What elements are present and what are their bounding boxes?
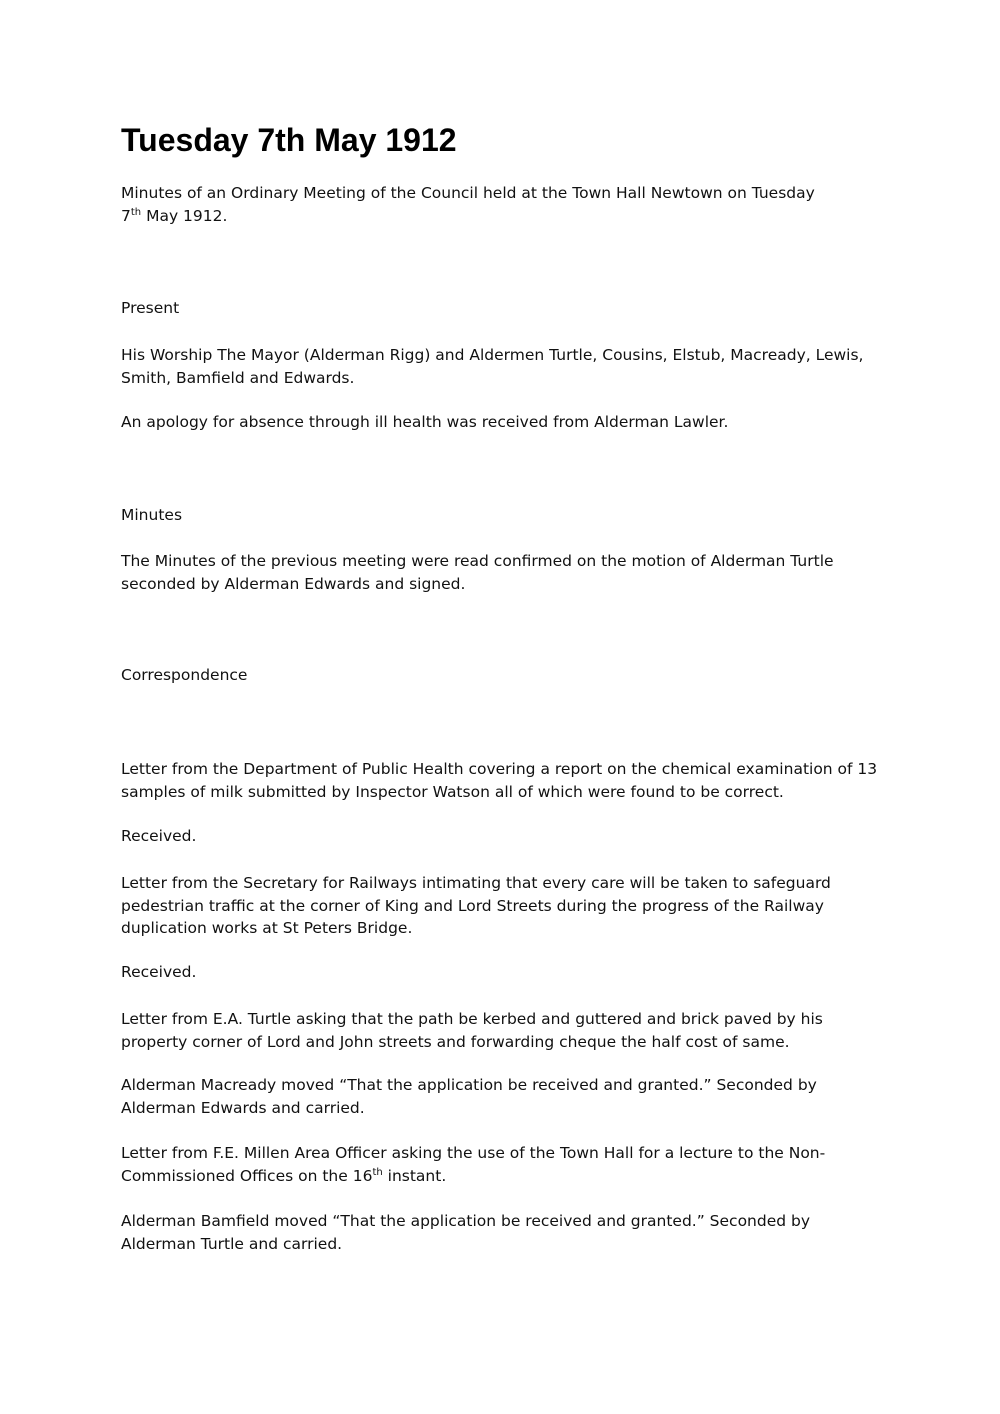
page-title: Tuesday 7th May 1912 — [121, 122, 457, 158]
correspondence-item: Received. — [121, 963, 197, 981]
intro-line — [121, 205, 881, 228]
correspondence-line: Letter from the Department of Public Health covering a report on the chemical examination of 13 — [121, 760, 878, 778]
intro-line: Minutes of an Ordinary Meeting of the Council held at the Town Hall Newtown on Tuesday — [121, 184, 815, 202]
minutes-paragraph — [121, 550, 881, 595]
correspondence-item — [121, 1074, 881, 1119]
correspondence-line: Alderman Turtle and carried. — [121, 1234, 343, 1253]
correspondence-item — [121, 872, 881, 940]
minutes-heading: Minutes — [121, 506, 183, 524]
correspondence-line: pedestrian traffic at the corner of King and Lord Streets during the progress of the Railway — [121, 896, 824, 915]
intro-day-suffix: th — [130, 206, 142, 218]
correspondence-item — [121, 1210, 881, 1255]
correspondence-line: property corner of Lord and John streets and forwarding cheque the half cost of same. — [121, 1032, 790, 1051]
apology-paragraph: An apology for absence through ill health was received from Alderman Lawler. — [121, 413, 729, 431]
correspondence-line: Alderman Bamfield moved “That the application be received and granted.” Seconded by — [121, 1212, 811, 1230]
correspondence-item: Received. — [121, 827, 197, 845]
correspondence-line — [121, 1165, 881, 1188]
correspondence-heading: Correspondence — [121, 666, 248, 684]
minutes-line: seconded by Alderman Edwards and signed. — [121, 574, 466, 593]
correspondence-item — [121, 758, 881, 803]
correspondence-item — [121, 1008, 881, 1053]
correspondence-item — [121, 1142, 881, 1187]
intro-date-rest: May 1912. — [141, 206, 228, 225]
correspondence-line: Letter from E.A. Turtle asking that the path be kerbed and guttered and brick paved by his — [121, 1010, 823, 1028]
correspondence-line: duplication works at St Peters Bridge. — [121, 919, 413, 937]
correspondence-line: Alderman Edwards and carried. — [121, 1098, 365, 1117]
correspondence-line: Letter from the Secretary for Railways intimating that every care will be taken to safeguard — [121, 874, 831, 892]
correspondence-line: Letter from F.E. Millen Area Officer asking the use of the Town Hall for a lecture to the Non- — [121, 1144, 826, 1162]
attendees-line: His Worship The Mayor (Alderman Rigg) and Aldermen Turtle, Cousins, Elstub, Macready, Lewis, — [121, 346, 864, 364]
attendees-line: Smith, Bamfield and Edwards. — [121, 368, 355, 387]
day-suffix: th — [372, 1166, 383, 1178]
intro-day: 7 — [121, 206, 131, 225]
correspondence-line: Alderman Macready moved “That the application be received and granted.” Seconded by — [121, 1076, 817, 1094]
present-heading: Present — [121, 299, 180, 317]
minutes-line: The Minutes of the previous meeting were read confirmed on the motion of Alderman Turtle — [121, 552, 834, 570]
correspondence-text: instant. — [382, 1166, 447, 1185]
correspondence-line: samples of milk submitted by Inspector Watson all of which were found to be correct. — [121, 782, 784, 801]
intro-paragraph — [121, 182, 881, 227]
correspondence-text: Commissioned Offices on the 16 — [121, 1166, 373, 1185]
present-attendees — [121, 344, 881, 389]
